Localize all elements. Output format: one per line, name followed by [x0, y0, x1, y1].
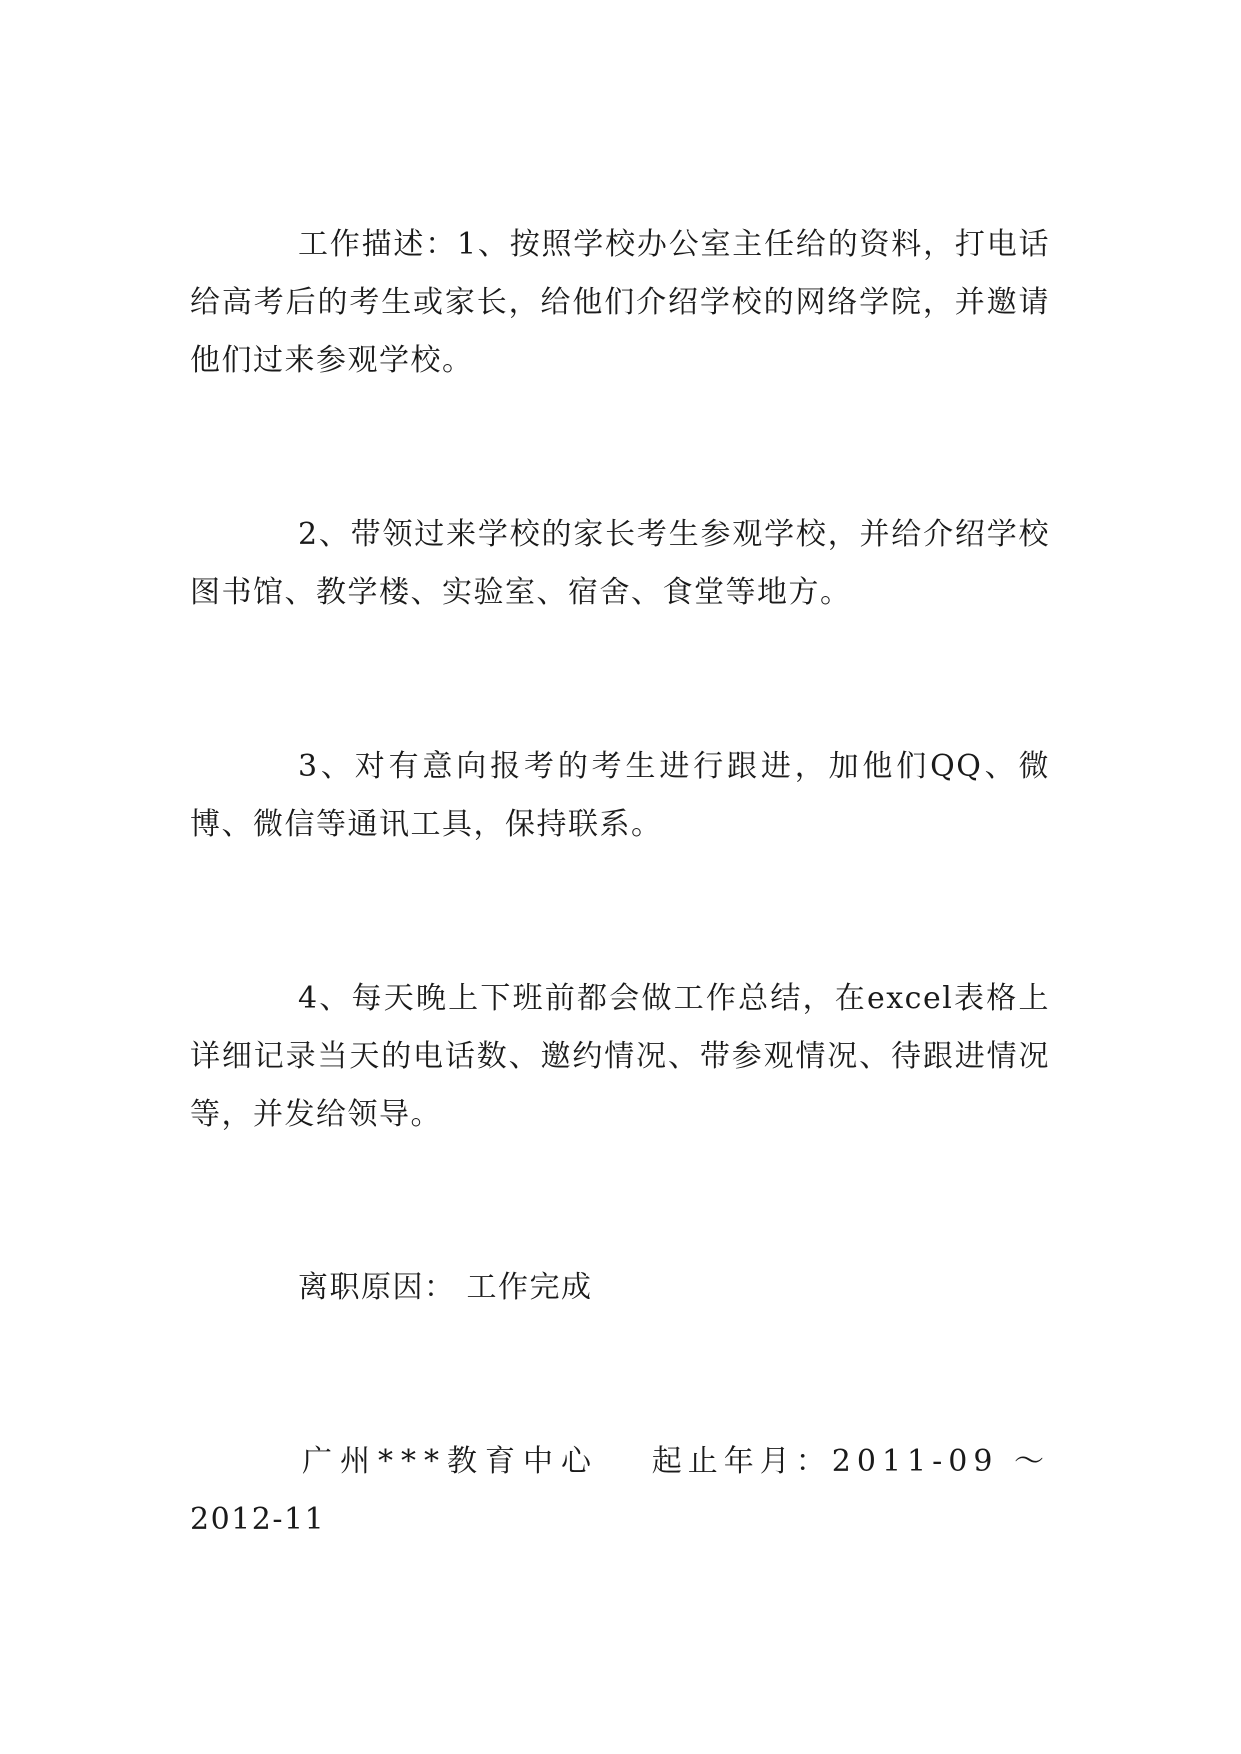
next-job-entry — [190, 1433, 1050, 1549]
job-description-item-3: 3、对有意向报考的考生进行跟进，加他们QQ、微博、微信等通讯工具，保持联系。 — [190, 749, 1050, 842]
leave-reason: 离职原因： 工作完成 — [298, 1270, 593, 1305]
employer-name: 广州***教育中心 — [302, 1444, 599, 1479]
job-description-item-1: 工作描述：1、按照学校办公室主任给的资料，打电话给高考后的考生或家长，给他们介绍学校的网络学院，并邀请他们过来参观学校。 — [190, 227, 1050, 378]
job-description-item-4: 4、每天晚上下班前都会做工作总结，在excel表格上详细记录当天的电话数、邀约情况、带参观情况、待跟进情况等，并发给领导。 — [190, 981, 1050, 1132]
period-end: 2012-11 — [190, 1502, 326, 1537]
period-label: 起止年月：2011-09 ～ — [651, 1444, 1050, 1479]
job-description-item-2: 2、带领过来学校的家长考生参观学校，并给介绍学校图书馆、教学楼、实验室、宿舍、食堂等地方。 — [190, 517, 1050, 610]
next-job-header — [190, 1433, 1050, 1491]
